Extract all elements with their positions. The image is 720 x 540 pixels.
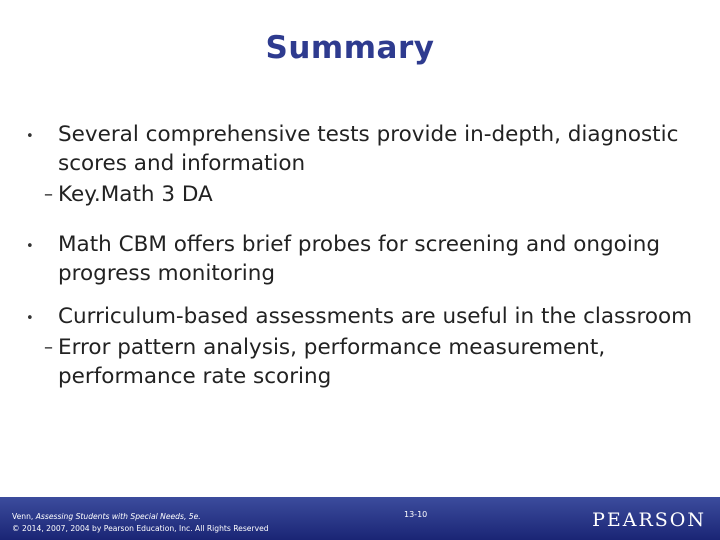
bullet-text: Several comprehensive tests provide in-depth, diagnostic scores and information xyxy=(58,122,679,176)
sub-bullet-marker: – xyxy=(44,337,53,358)
sub-bullet-item xyxy=(26,333,696,391)
citation-copyright: © 2014, 2007, 2004 by Pearson Education, Inc. All Rights Reserved xyxy=(12,524,269,533)
page-number: 13-10 xyxy=(404,510,428,519)
bullet-marker: • xyxy=(26,129,34,144)
bullet-item xyxy=(26,302,696,391)
citation-author: Venn, xyxy=(12,512,36,521)
bullet-marker: • xyxy=(26,239,34,254)
pearson-logo: PEARSON xyxy=(592,509,706,531)
sub-bullet-marker: – xyxy=(44,184,53,205)
bullet-item xyxy=(26,230,696,288)
bullet-text: Math CBM offers brief probes for screening and ongoing progress monitoring xyxy=(58,232,661,286)
slide-title: Summary xyxy=(265,30,435,66)
bullet-list xyxy=(26,120,696,391)
sub-bullet-item xyxy=(26,180,696,209)
citation-title: Assessing Students with Special Needs, 5e. xyxy=(35,512,201,521)
footer-bar xyxy=(0,497,720,540)
sub-bullet-text: Key.Math 3 DA xyxy=(58,182,213,207)
sub-bullet-text: Error pattern analysis, performance measurement, performance rate scoring xyxy=(58,335,606,389)
bullet-item xyxy=(26,120,696,209)
bullet-text: Curriculum-based assessments are useful in the classroom xyxy=(58,304,693,329)
bullet-marker: • xyxy=(26,311,34,326)
citation xyxy=(12,511,312,535)
